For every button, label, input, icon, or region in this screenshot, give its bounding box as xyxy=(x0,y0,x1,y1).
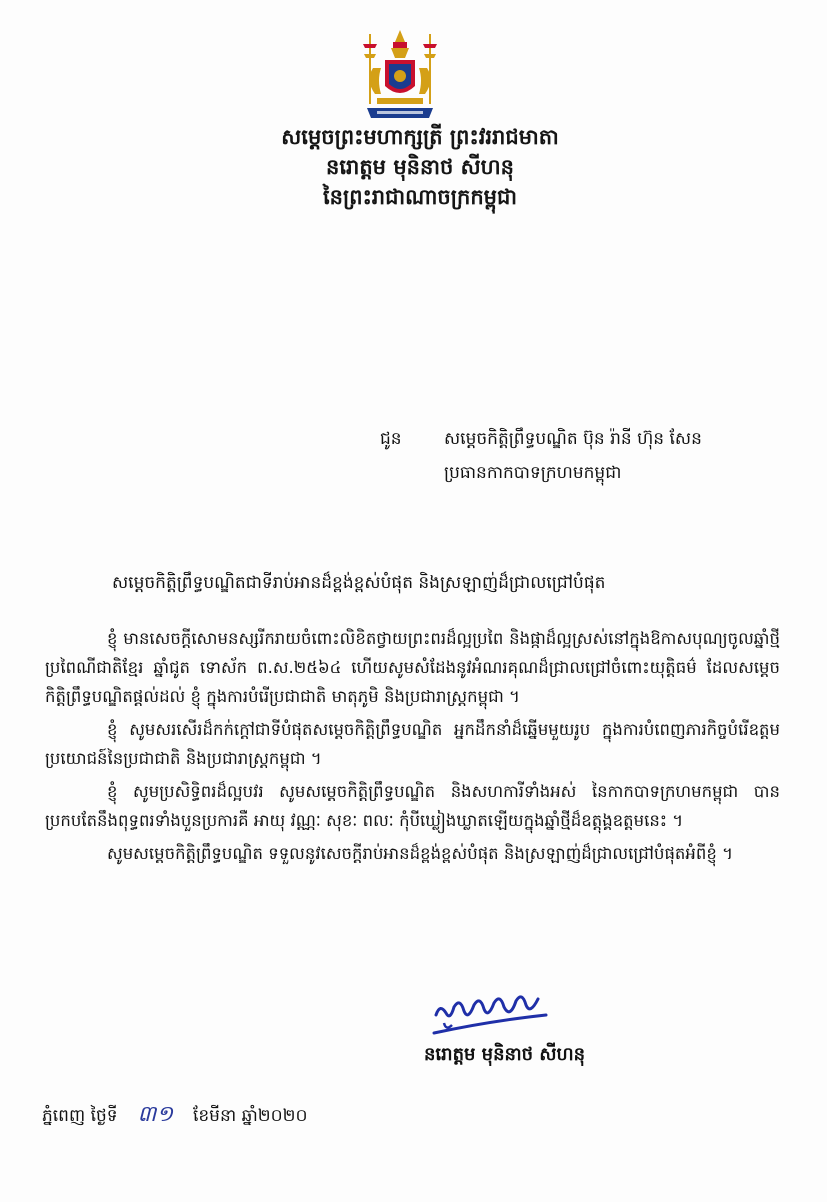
sender-header xyxy=(240,122,600,212)
body-paragraph-3: ខ្ញុំ សូមប្រសិទ្ធិពរដ៏ល្អបវរ សូមសម្តេចកិត្តិព្រឹទ្ធបណ្ឌិត និងសហការីទាំងអស់ នៃកាកបាទក្រហមកម្ពុជា បានប្រកបតែនឹងពុទ្ធពរទាំងបួនប្រការគឺ អាយុ វណ្ណៈ សុខៈ ពលៈ កុំបីឃ្លៀងឃ្លាតឡើយក្នុងឆ្នាំថ្មីដ៏ឧត្តុង្គឧត្តមនេះ ។ xyxy=(45,782,780,830)
body-paragraph-2: ខ្ញុំ សូមសរសើរដ៏កក់ក្តៅជាទីបំផុតសម្តេចកិត្តិព្រឹទ្ធបណ្ឌិត អ្នកដឹកនាំដ៏ឆ្នើមមួយរូប ក្នុងការបំពេញភារកិច្ចបំរើឧត្តមប្រយោជន៍នៃប្រជាជាតិ និងប្រជារាស្ត្រកម្ពុជា ។ xyxy=(45,720,780,768)
header-line-2: នរោត្តម មុនិនាថ សីហនុ xyxy=(326,154,514,179)
to-label: ជូន xyxy=(380,429,402,449)
recipient-name: សម្តេចកិត្តិព្រឹទ្ធបណ្ឌិត ប៊ុន រ៉ានី ហ៊ុន សែន xyxy=(444,429,702,449)
date-place: ភ្នំពេញ ថ្ងៃទី xyxy=(42,1106,118,1126)
recipient-title: ប្រធានកាកបាទក្រហមកម្ពុជា xyxy=(444,463,622,483)
date-day: ៣១ xyxy=(137,1102,173,1127)
body-paragraph-4: សូមសម្តេចកិត្តិព្រឹទ្ធបណ្ឌិត ទទួលនូវសេចក្តីរាប់អានដ៏ខ្ពង់ខ្ពស់បំផុត និងស្រឡាញ់ដ៏ជ្រាលជ្រៅបំផុតអំពីខ្ញុំ ។ xyxy=(107,844,733,863)
header-line-3: នៃព្រះរាជាណាចក្រកម្ពុជា xyxy=(322,184,517,209)
royal-arms-emblem-icon xyxy=(357,28,443,124)
dateline xyxy=(42,1100,316,1132)
salutation: សម្តេចកិត្តិព្រឹទ្ធបណ្ឌិតជាទីរាប់អានដ៏ខ្ពង់ខ្ពស់បំផុត និងស្រឡាញ់ដ៏ជ្រាលជ្រៅបំផុត xyxy=(112,573,606,593)
header-line-1: សម្តេចព្រះមហាក្សត្រី ព្រះវររាជមាតា xyxy=(281,124,559,149)
recipient-block xyxy=(380,428,810,484)
body-paragraph-1: ខ្ញុំ មានសេចក្តីសោមនស្សរីករាយចំពោះលិខិតថ្វាយព្រះពរដ៏ល្អប្រពៃ និងផ្កាដ៏ល្អស្រស់នៅក្នុងឱកាសបុណ្យចូលឆ្នាំថ្មី ប្រពៃណីជាតិខ្មែរ ឆ្នាំជូត ទោស័ក ព.ស.២៥៦៤ ហើយសូមសំដែងនូវអំណរគុណដ៏ជ្រាលជ្រៅចំពោះយុត្តិធម៌ ដែលសម្តេចកិត្តិព្រឹទ្ធបណ្ឌិតផ្តល់ដល់ ខ្ញុំ ក្នុងការបំរើប្រជាជាតិ មាតុភូមិ និងប្រជារាស្ត្រកម្ពុជា ។ xyxy=(45,629,780,706)
handwritten-signature-icon xyxy=(430,985,550,1037)
letter-body xyxy=(45,624,780,872)
date-month-year: ខែមីនា ឆ្នាំ២០២០ xyxy=(193,1106,308,1126)
signer-name: នរោត្តម មុនិនាថ សីហនុ xyxy=(424,1044,586,1065)
